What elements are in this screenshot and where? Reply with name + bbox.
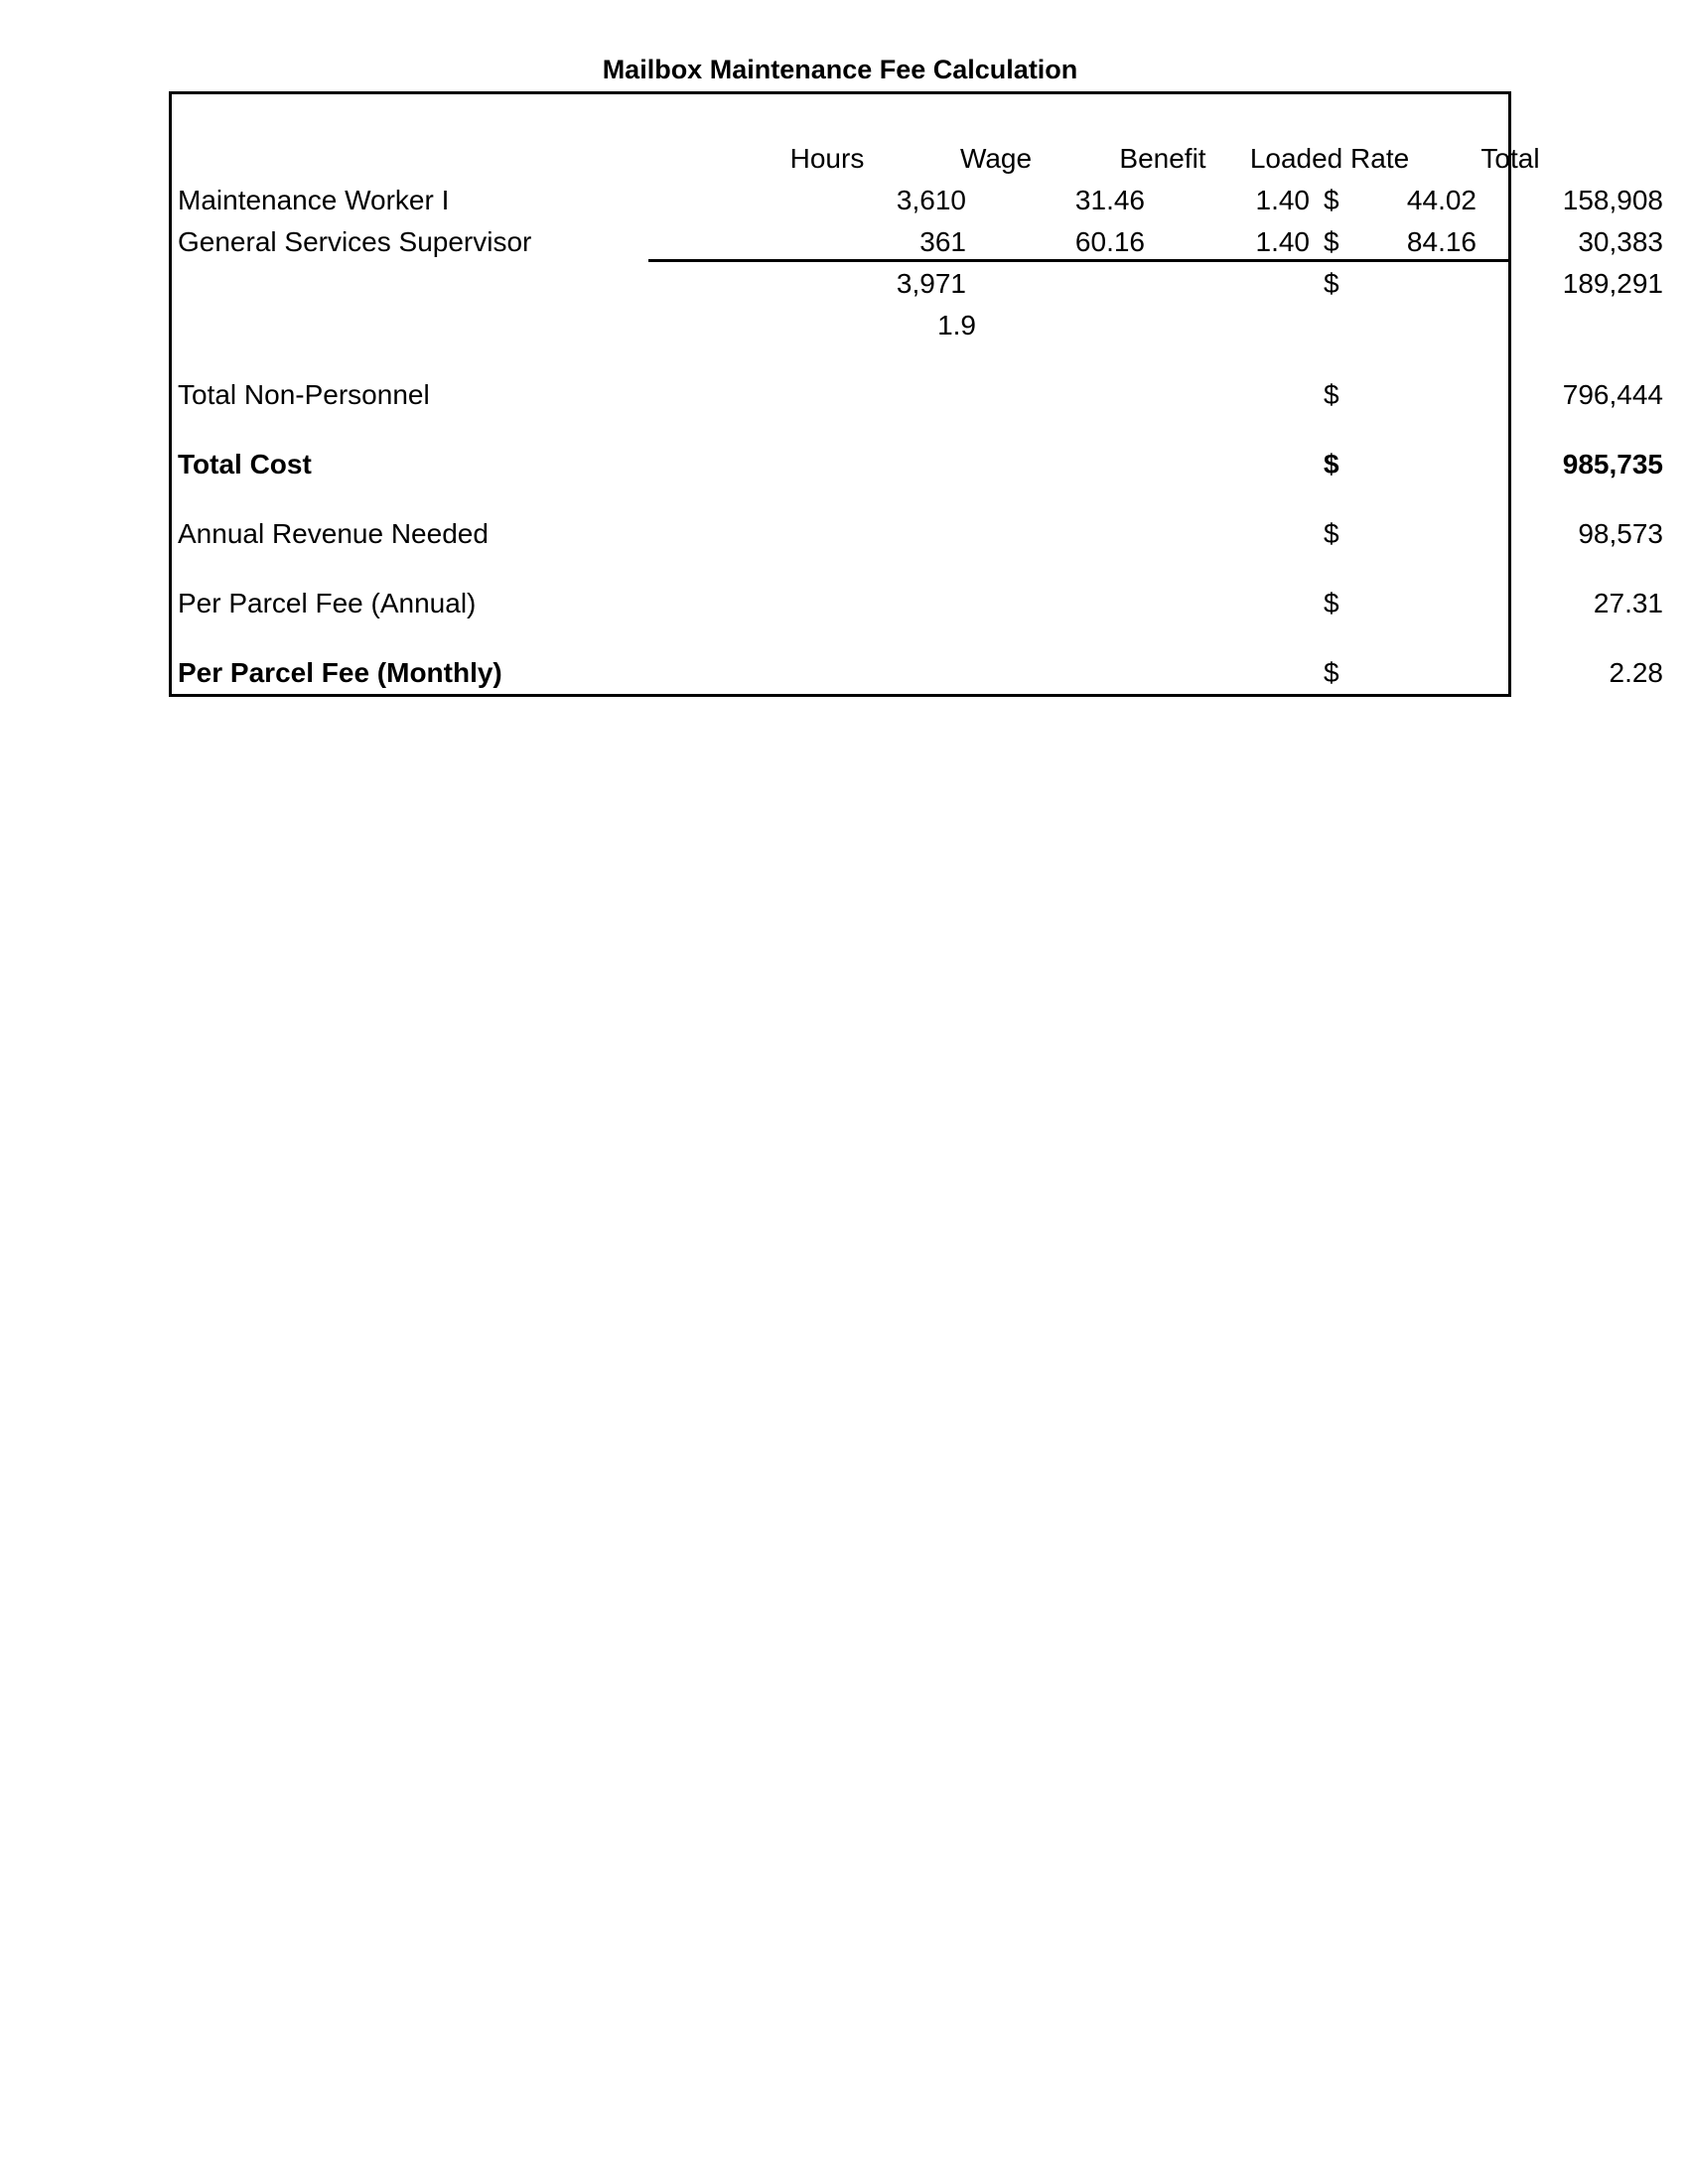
summary-dollar-sign: $	[1324, 449, 1339, 479]
row-total: 30,383	[1578, 226, 1663, 257]
header-loaded-rate: Loaded Rate	[1249, 143, 1410, 174]
summary-value-total-non-personnel: 796,444	[1562, 379, 1663, 410]
header-hours: Hours	[789, 143, 865, 174]
summary-label-total-non-personnel: Total Non-Personnel	[178, 379, 430, 410]
header-benefit: Benefit	[1119, 143, 1206, 174]
summary-value-per-parcel-fee-annual: 27.31	[1593, 588, 1663, 618]
subtotal-divider	[648, 259, 1508, 262]
summary-dollar-sign: $	[1324, 379, 1339, 410]
row-benefit: 1.40	[1255, 185, 1310, 215]
row-wage: 31.46	[1074, 185, 1145, 215]
fte-value: 1.9	[937, 310, 976, 341]
row-dollar-sign: $	[1324, 226, 1339, 257]
summary-label-total-cost: Total Cost	[178, 449, 312, 479]
row-label-general-services-supervisor: General Services Supervisor	[178, 226, 532, 257]
row-wage: 60.16	[1074, 226, 1145, 257]
summary-label-annual-revenue-needed: Annual Revenue Needed	[178, 518, 489, 549]
row-loaded-rate: 44.02	[1406, 185, 1477, 215]
row-hours: 361	[919, 226, 966, 257]
summary-value-total-cost: 985,735	[1562, 449, 1663, 479]
row-dollar-sign: $	[1324, 185, 1339, 215]
subtotal-dollar-sign: $	[1324, 268, 1339, 299]
summary-value-per-parcel-fee-monthly: 2.28	[1609, 657, 1663, 688]
summary-label-per-parcel-fee-annual: Per Parcel Fee (Annual)	[178, 588, 477, 618]
fee-calculation-table	[169, 91, 1663, 697]
summary-value-annual-revenue-needed: 98,573	[1578, 518, 1663, 549]
row-loaded-rate: 84.16	[1406, 226, 1477, 257]
summary-dollar-sign: $	[1324, 518, 1339, 549]
row-benefit: 1.40	[1255, 226, 1310, 257]
subtotal-total: 189,291	[1562, 268, 1663, 299]
row-total: 158,908	[1562, 185, 1663, 215]
row-hours: 3,610	[896, 185, 966, 215]
subtotal-hours: 3,971	[896, 268, 966, 299]
summary-dollar-sign: $	[1324, 657, 1339, 688]
header-total: Total	[1480, 143, 1540, 174]
page-title: Mailbox Maintenance Fee Calculation	[602, 55, 1078, 84]
summary-label-per-parcel-fee-monthly: Per Parcel Fee (Monthly)	[178, 657, 502, 688]
header-wage: Wage	[959, 143, 1033, 174]
summary-dollar-sign: $	[1324, 588, 1339, 618]
row-label-maintenance-worker: Maintenance Worker I	[178, 185, 450, 215]
